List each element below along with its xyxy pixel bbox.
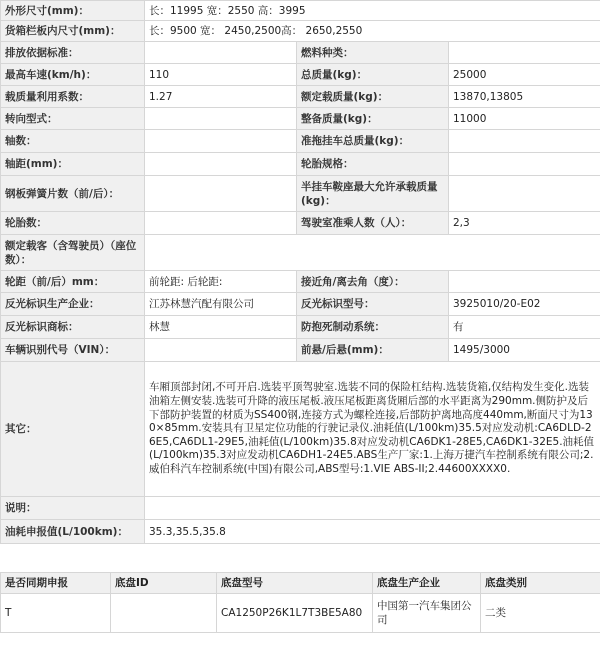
- header-chassis-maker: 底盘生产企业: [373, 573, 481, 594]
- rated-load-label: 额定载质量(kg)：: [297, 86, 449, 108]
- rated-seats-value: [145, 235, 600, 271]
- tire-spec-value: [449, 153, 600, 176]
- wheelbase-label: 轴距(mm)：: [1, 153, 145, 176]
- track-width-label: 轮距（前/后）mm：: [1, 271, 145, 293]
- saddle-load-value: [449, 176, 600, 212]
- gross-mass-value: 25000: [449, 64, 600, 86]
- overhang-label: 前悬/后悬(mm)：: [297, 339, 449, 362]
- spec-row-cargo: [1, 21, 600, 42]
- max-speed-label: 最高车速(km/h)：: [1, 64, 145, 86]
- spec-row-reflector-brand: [1, 316, 600, 339]
- trailer-mass-label: 准拖挂车总质量(kg)：: [297, 130, 449, 153]
- cab-passengers-value: 2,3: [449, 212, 600, 235]
- leaf-spring-value: [145, 176, 297, 212]
- cargo-dimensions-label: 货箱栏板内尺寸(mm)：: [1, 21, 145, 42]
- steering-type-value: [145, 108, 297, 130]
- reflector-model-label: 反光标识型号：: [297, 293, 449, 316]
- spec-row-load: [1, 86, 600, 108]
- spec-row-other: [1, 362, 600, 497]
- tire-count-value: [145, 212, 297, 235]
- spec-row-track: [1, 271, 600, 293]
- trailer-mass-value: [449, 130, 600, 153]
- gross-mass-label: 总质量(kg)：: [297, 64, 449, 86]
- vin-label: 车辆识别代号（VIN）：: [1, 339, 145, 362]
- spec-row-springs: [1, 176, 600, 212]
- spec-row-axles: [1, 130, 600, 153]
- cell-chassis-id: [111, 594, 217, 633]
- chassis-header-row: [1, 573, 600, 594]
- header-chassis-category: 底盘类别: [481, 573, 600, 594]
- max-speed-value: 110: [145, 64, 297, 86]
- cell-chassis-model: CA1250P26K1L7T3BE5A80: [217, 594, 373, 633]
- curb-mass-label: 整备质量(kg)：: [297, 108, 449, 130]
- fuel-consumption-value: 35.3,35.5,35.8: [145, 520, 600, 544]
- approach-angle-value: [449, 271, 600, 293]
- spec-row-vin: [1, 339, 600, 362]
- emission-standard-value: [145, 42, 297, 64]
- reflector-maker-label: 反光标识生产企业：: [1, 293, 145, 316]
- cell-same-period: T: [1, 594, 111, 633]
- spec-row-wheelbase: [1, 153, 600, 176]
- axle-count-label: 轴数：: [1, 130, 145, 153]
- cell-chassis-maker: 中国第一汽车集团公司: [373, 594, 481, 633]
- remarks-value: [145, 497, 600, 520]
- spec-row-speed-mass: [1, 64, 600, 86]
- cell-chassis-category: 二类: [481, 594, 600, 633]
- abs-label: 防抱死制动系统：: [297, 316, 449, 339]
- spec-row-dimensions: [1, 1, 600, 21]
- vin-value: [145, 339, 297, 362]
- spec-row-emission-fuel: [1, 42, 600, 64]
- spec-row-seats: [1, 235, 600, 271]
- spec-row-reflector-maker: [1, 293, 600, 316]
- reflector-model-value: 3925010/20-E02: [449, 293, 600, 316]
- load-utilization-value: 1.27: [145, 86, 297, 108]
- steering-type-label: 转向型式：: [1, 108, 145, 130]
- approach-angle-label: 接近角/离去角（度）：: [297, 271, 449, 293]
- other-notes-label: 其它：: [1, 362, 145, 497]
- track-width-value: 前轮距: 后轮距:: [145, 271, 297, 293]
- chassis-table: [0, 572, 600, 633]
- spec-row-tires: [1, 212, 600, 235]
- overhang-value: 1495/3000: [449, 339, 600, 362]
- reflector-brand-value: 林慧: [145, 316, 297, 339]
- table-row: [1, 594, 600, 633]
- dimensions-label: 外形尺寸(mm)：: [1, 1, 145, 21]
- section-spacer: [0, 544, 600, 572]
- cab-passengers-label: 驾驶室准乘人数（人）：: [297, 212, 449, 235]
- rated-seats-label: 额定载客（含驾驶员）（座位数）：: [1, 235, 145, 271]
- wheelbase-value: [145, 153, 297, 176]
- axle-count-value: [145, 130, 297, 153]
- other-notes-value: 车厢顶部封闭,不可开启.选装平顶驾驶室.选装不同的保险杠结构.选装货箱,仅结构发生变化.选装油箱左侧安装.选装可升降的液压尾板.液压尾板距离货厢后部的水平距离为290mm.侧防护及后下部防护装置的材质为SS400钢,连接方式为螺栓连接,后部防护离地高度440mm,断面尺寸为130×85mm.安装具有卫星定位功能的行驶记录仪.油耗值(L/100km)35.5对应发动机:CA6DLD-26E5,CA6DL1-29E5,油耗值(L/100km)35.8对应发动机CA6DK1-28E5,CA6DK1-32E5.油耗值(L/100km)35.3对应发动机CA6DH1-24E5.ABS生产厂家:1.上海万捷汽车控制系统有限公司;2.威伯科汽车控制系统(中国)有限公司,ABS型号:1.VIE ABS-II;2.44600XXXX0.: [145, 362, 600, 497]
- header-chassis-model: 底盘型号: [217, 573, 373, 594]
- fuel-type-value: [449, 42, 600, 64]
- curb-mass-value: 11000: [449, 108, 600, 130]
- emission-standard-label: 排放依据标准：: [1, 42, 145, 64]
- spec-row-remarks: [1, 497, 600, 520]
- dimensions-value: 长：11995 宽：2550 高：3995: [145, 1, 600, 21]
- fuel-type-label: 燃料种类：: [297, 42, 449, 64]
- remarks-label: 说明：: [1, 497, 145, 520]
- reflector-maker-value: 江苏林慧汽配有限公司: [145, 293, 297, 316]
- load-utilization-label: 载质量利用系数：: [1, 86, 145, 108]
- cargo-dimensions-value: 长：9500 宽： 2450,2500高： 2650,2550: [145, 21, 600, 42]
- tire-spec-label: 轮胎规格：: [297, 153, 449, 176]
- saddle-load-label: 半挂车鞍座最大允许承载质量(kg)：: [297, 176, 449, 212]
- header-same-period: 是否同期申报: [1, 573, 111, 594]
- leaf-spring-label: 钢板弹簧片数（前/后）：: [1, 176, 145, 212]
- spec-row-fuel-consumption: [1, 520, 600, 544]
- fuel-consumption-label: 油耗申报值(L/100km)：: [1, 520, 145, 544]
- header-chassis-id: 底盘ID: [111, 573, 217, 594]
- rated-load-value: 13870,13805: [449, 86, 600, 108]
- reflector-brand-label: 反光标识商标：: [1, 316, 145, 339]
- tire-count-label: 轮胎数：: [1, 212, 145, 235]
- spec-row-steering: [1, 108, 600, 130]
- abs-value: 有: [449, 316, 600, 339]
